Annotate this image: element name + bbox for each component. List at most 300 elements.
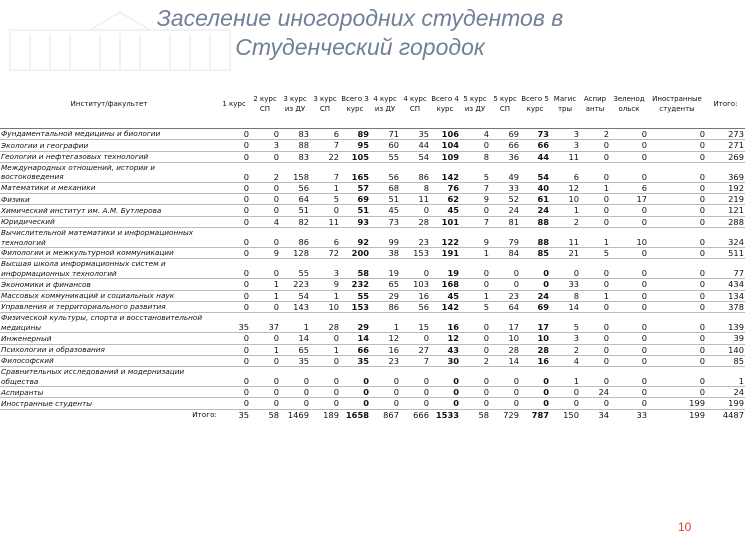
table-cell: 86 — [370, 301, 400, 312]
table-row — [0, 355, 745, 366]
table-cell: 5 — [580, 248, 610, 259]
table-cell: 40 — [520, 182, 550, 193]
table-cell: 0 — [648, 248, 706, 259]
table-cell: 16 — [430, 313, 460, 333]
table-cell: 192 — [706, 182, 745, 193]
faculty-name: Геологии и нефтегазовых технологий — [0, 151, 218, 162]
faculty-name: Массовых коммуникаций и социальных наук — [0, 290, 218, 301]
table-cell: 55 — [370, 151, 400, 162]
table-cell: 83 — [280, 151, 310, 162]
table-cell: 10 — [610, 228, 648, 248]
table-cell: 15 — [400, 313, 430, 333]
table-cell: 21 — [550, 248, 580, 259]
table-cell: 223 — [280, 279, 310, 290]
table-row — [0, 129, 745, 140]
table-cell: 69 — [520, 301, 550, 312]
table-cell: 92 — [340, 228, 370, 248]
table-cell: 142 — [430, 162, 460, 182]
table-cell: 109 — [430, 151, 460, 162]
table-cell: 0 — [218, 333, 250, 344]
table-cell: 0 — [400, 333, 430, 344]
table-cell: 0 — [218, 301, 250, 312]
table-cell: 23 — [490, 290, 520, 301]
table-cell: 93 — [340, 216, 370, 227]
table-cell: 14 — [340, 333, 370, 344]
table-cell: 83 — [280, 129, 310, 140]
faculty-name: Фундаментальной медицины и биологии — [0, 129, 218, 140]
faculty-name: Психологии и образования — [0, 344, 218, 355]
table-cell: 5 — [550, 313, 580, 333]
table-cell: 66 — [340, 344, 370, 355]
slide-title — [0, 4, 720, 62]
table-row — [0, 367, 745, 387]
table-cell: 0 — [648, 140, 706, 151]
table-cell: 101 — [430, 216, 460, 227]
table-cell: 165 — [340, 162, 370, 182]
table-cell: 0 — [218, 162, 250, 182]
table-cell: 29 — [340, 313, 370, 333]
table-row — [0, 333, 745, 344]
table-row — [0, 398, 745, 409]
table-cell: 0 — [490, 279, 520, 290]
table-row — [0, 205, 745, 216]
table-cell: 0 — [550, 398, 580, 409]
table-cell: 72 — [310, 248, 340, 259]
table-cell: 0 — [218, 248, 250, 259]
faculty-name: Химический институт им. А.М. Бутлерова — [0, 205, 218, 216]
table-cell: 79 — [490, 228, 520, 248]
table-cell: 0 — [218, 151, 250, 162]
table-cell: 0 — [580, 140, 610, 151]
faculty-name: Международных отношений, истории и востоковедения — [0, 162, 218, 182]
table-cell: 0 — [430, 387, 460, 398]
table-cell: 434 — [706, 279, 745, 290]
table-cell: 153 — [400, 248, 430, 259]
table-cell: 0 — [648, 301, 706, 312]
table-cell: 10 — [490, 333, 520, 344]
column-header: Итого: — [706, 80, 745, 129]
table-cell: 0 — [460, 367, 490, 387]
table-row — [0, 248, 745, 259]
table-cell: 54 — [520, 162, 550, 182]
table-cell: 44 — [520, 151, 550, 162]
table-cell: 12 — [370, 333, 400, 344]
table-cell: 106 — [430, 129, 460, 140]
table-cell: 16 — [400, 290, 430, 301]
table-cell: 11 — [550, 151, 580, 162]
column-header: Всего 4 курс — [430, 80, 460, 129]
table-cell: 139 — [706, 313, 745, 333]
table-cell: 28 — [310, 313, 340, 333]
table-cell: 30 — [430, 355, 460, 366]
table-cell: 0 — [490, 367, 520, 387]
table-cell: 0 — [610, 129, 648, 140]
table-cell: 0 — [610, 367, 648, 387]
table-cell: 0 — [610, 259, 648, 279]
table-cell: 0 — [218, 194, 250, 205]
table-cell: 16 — [370, 344, 400, 355]
table-cell: 4 — [550, 355, 580, 366]
table-cell: 0 — [648, 205, 706, 216]
table-cell: 37 — [250, 313, 280, 333]
table-cell: 0 — [370, 367, 400, 387]
table-cell: 787 — [531, 409, 549, 420]
table-cell: 17 — [490, 313, 520, 333]
column-header: Зеленод ольск — [610, 80, 648, 129]
table-cell: 22 — [310, 151, 340, 162]
table-cell: 0 — [460, 387, 490, 398]
column-header: Всего 3 курс — [340, 80, 370, 129]
table-cell: 7 — [400, 355, 430, 366]
table-cell: 2 — [550, 216, 580, 227]
table-cell: 189 — [323, 409, 339, 420]
table-cell: 49 — [490, 162, 520, 182]
table-cell: 1 — [550, 205, 580, 216]
table-cell: 153 — [340, 301, 370, 312]
table-cell: 0 — [580, 279, 610, 290]
table-cell: 0 — [400, 398, 430, 409]
column-header: 4 курс СП — [400, 80, 430, 129]
table-cell: 17 — [610, 194, 648, 205]
table-cell: 191 — [430, 248, 460, 259]
table-cell: 14 — [280, 333, 310, 344]
table-cell: 0 — [648, 182, 706, 193]
table-cell: 99 — [370, 228, 400, 248]
table-cell: 9 — [250, 248, 280, 259]
table-cell: 89 — [340, 129, 370, 140]
table-cell: 369 — [706, 162, 745, 182]
table-cell: 9 — [460, 194, 490, 205]
table-row — [0, 228, 745, 248]
table-cell: 65 — [370, 279, 400, 290]
column-header: 3 курс СП — [310, 80, 340, 129]
table-cell: 54 — [400, 151, 430, 162]
table-cell: 1469 — [287, 409, 309, 420]
table-cell: 0 — [610, 301, 648, 312]
table-cell: 0 — [550, 387, 580, 398]
table-cell: 5 — [460, 162, 490, 182]
table-cell: 3 — [310, 259, 340, 279]
table-cell: 52 — [490, 194, 520, 205]
table-cell: 867 — [383, 409, 399, 420]
table-cell: 3 — [550, 140, 580, 151]
table-cell: 0 — [460, 313, 490, 333]
table-cell: 232 — [340, 279, 370, 290]
table-cell: 0 — [250, 205, 280, 216]
table-cell: 39 — [706, 333, 745, 344]
table-cell: 85 — [706, 355, 745, 366]
table-cell: 1 — [550, 367, 580, 387]
table-cell: 12 — [550, 182, 580, 193]
table-cell: 2 — [550, 344, 580, 355]
column-header: 3 курс из ДУ — [280, 80, 310, 129]
table-cell: 0 — [340, 387, 370, 398]
column-header: 1 курс — [218, 80, 250, 129]
table-cell: 62 — [430, 194, 460, 205]
table-cell: 0 — [400, 387, 430, 398]
table-cell: 51 — [340, 205, 370, 216]
table-cell: 1 — [250, 290, 280, 301]
table-cell: 1 — [460, 248, 490, 259]
table-cell: 0 — [430, 367, 460, 387]
table-cell: 55 — [340, 290, 370, 301]
table-cell: 35 — [280, 355, 310, 366]
table-cell: 0 — [250, 333, 280, 344]
title-line-1: Заселение иногородних студентов в — [156, 5, 564, 31]
table-cell: 8 — [460, 151, 490, 162]
table-cell: 0 — [610, 216, 648, 227]
column-header: Институт/факультет — [0, 80, 218, 129]
table-cell: 6 — [310, 129, 340, 140]
table-cell: 24 — [580, 387, 610, 398]
table-cell: 56 — [280, 182, 310, 193]
table-row — [0, 313, 745, 333]
table-cell: 0 — [250, 129, 280, 140]
table-cell: 0 — [580, 162, 610, 182]
table-cell: 378 — [706, 301, 745, 312]
table-cell: 0 — [340, 398, 370, 409]
table-cell: 28 — [520, 344, 550, 355]
table-cell: 0 — [580, 259, 610, 279]
table-cell: 0 — [610, 355, 648, 366]
table-cell: 0 — [648, 151, 706, 162]
column-header: Аспир анты — [580, 80, 610, 129]
table-cell: 82 — [280, 216, 310, 227]
table-cell: 0 — [218, 228, 250, 248]
table-cell: 666 — [413, 409, 429, 420]
table-cell: 0 — [610, 313, 648, 333]
table-cell: 68 — [370, 182, 400, 193]
table-cell: 0 — [490, 387, 520, 398]
table-cell: 1 — [370, 313, 400, 333]
table-cell: 0 — [580, 333, 610, 344]
table-cell: 11 — [310, 216, 340, 227]
table-row — [0, 387, 745, 398]
column-header: 2 курс СП — [250, 80, 280, 129]
table-cell: 85 — [520, 248, 550, 259]
table-cell: 0 — [610, 344, 648, 355]
faculty-name: Филологии и межкультурной коммуникации — [0, 248, 218, 259]
table-cell: 0 — [580, 151, 610, 162]
table-cell: 19 — [430, 259, 460, 279]
table-cell: 14 — [550, 301, 580, 312]
table-cell: 6 — [550, 162, 580, 182]
table-cell: 0 — [648, 259, 706, 279]
table-cell: 61 — [520, 194, 550, 205]
table-cell: 4487 — [722, 409, 744, 420]
table-cell: 58 — [478, 409, 489, 420]
table-cell: 103 — [400, 279, 430, 290]
table-cell: 36 — [490, 151, 520, 162]
table-cell: 86 — [280, 228, 310, 248]
table-cell: 10 — [550, 194, 580, 205]
faculty-name: Физической культуры, спорта и восстановительной медицины — [0, 313, 218, 333]
table-row — [0, 162, 745, 182]
table-cell: 0 — [460, 259, 490, 279]
table-cell: 77 — [706, 259, 745, 279]
table-cell: 45 — [370, 205, 400, 216]
table-cell: 324 — [706, 228, 745, 248]
table-cell: 0 — [610, 279, 648, 290]
table-cell: 0 — [218, 182, 250, 193]
table-cell: 35 — [218, 313, 250, 333]
table-cell: 71 — [370, 129, 400, 140]
table-cell: 158 — [280, 162, 310, 182]
faculty-name: Инженерный — [0, 333, 218, 344]
table-row — [0, 182, 745, 193]
table-cell: 88 — [280, 140, 310, 151]
table-cell: 271 — [706, 140, 745, 151]
table-cell: 66 — [490, 140, 520, 151]
table-cell: 28 — [490, 344, 520, 355]
table-cell: 45 — [430, 205, 460, 216]
faculty-name: Управления и территориального развития — [0, 301, 218, 312]
table-cell: 0 — [250, 301, 280, 312]
table-cell: 0 — [648, 313, 706, 333]
table-cell: 0 — [648, 367, 706, 387]
table-cell: 51 — [370, 194, 400, 205]
table-cell: 0 — [218, 279, 250, 290]
table-cell: 140 — [706, 344, 745, 355]
table-cell: 4 — [460, 129, 490, 140]
table-cell: 88 — [520, 228, 550, 248]
table-cell: 0 — [218, 205, 250, 216]
table-cell: 7 — [310, 140, 340, 151]
title-line-2: Студенческий городок — [235, 34, 485, 60]
table-cell: 44 — [400, 140, 430, 151]
table-cell: 0 — [580, 313, 610, 333]
table-cell: 0 — [218, 140, 250, 151]
table-cell: 58 — [268, 409, 279, 420]
table-cell: 0 — [648, 216, 706, 227]
table-cell: 1 — [706, 367, 745, 387]
table-cell: 65 — [280, 344, 310, 355]
table-cell: 1533 — [435, 409, 459, 420]
table-cell: 104 — [430, 140, 460, 151]
table-cell: 7 — [310, 162, 340, 182]
table-cell: 0 — [250, 259, 280, 279]
faculty-name: Математики и механики — [0, 182, 218, 193]
table-cell: 0 — [460, 205, 490, 216]
table-cell: 121 — [706, 205, 745, 216]
table-cell: 10 — [310, 301, 340, 312]
table-cell: 0 — [310, 387, 340, 398]
table-cell: 88 — [520, 216, 550, 227]
table-cell: 24 — [490, 205, 520, 216]
table-cell: 84 — [490, 248, 520, 259]
table-cell: 14 — [490, 355, 520, 366]
table-cell: 0 — [340, 367, 370, 387]
table-cell: 199 — [689, 409, 705, 420]
table-cell: 29 — [370, 290, 400, 301]
table-cell: 3 — [550, 129, 580, 140]
table-cell: 0 — [580, 301, 610, 312]
table-cell: 0 — [648, 194, 706, 205]
table-cell: 1 — [460, 290, 490, 301]
table-cell: 1 — [280, 313, 310, 333]
table-cell: 200 — [340, 248, 370, 259]
table-cell: 16 — [520, 355, 550, 366]
table-cell: 23 — [370, 355, 400, 366]
table-cell: 0 — [310, 398, 340, 409]
table-cell: 0 — [610, 290, 648, 301]
table-cell: 199 — [706, 398, 745, 409]
table-cell: 0 — [218, 355, 250, 366]
table-cell: 0 — [648, 344, 706, 355]
table-cell: 55 — [280, 259, 310, 279]
table-cell: 288 — [706, 216, 745, 227]
table-cell: 11 — [400, 194, 430, 205]
table-cell: 57 — [340, 182, 370, 193]
table-cell: 729 — [503, 409, 519, 420]
table-cell: 142 — [430, 301, 460, 312]
table-cell: 273 — [706, 129, 745, 140]
table-cell: 7 — [460, 216, 490, 227]
table-cell: 0 — [280, 398, 310, 409]
table-cell: 0 — [400, 259, 430, 279]
table-row — [0, 216, 745, 227]
table-cell: 0 — [610, 140, 648, 151]
table-cell: 54 — [280, 290, 310, 301]
table-cell: 0 — [218, 367, 250, 387]
total-row — [0, 409, 745, 420]
table-cell: 5 — [460, 301, 490, 312]
table-cell: 0 — [460, 398, 490, 409]
column-header: Магис тры — [550, 80, 580, 129]
table-cell: 6 — [310, 228, 340, 248]
table-cell: 0 — [648, 162, 706, 182]
table-cell: 199 — [648, 398, 706, 409]
table-cell: 0 — [520, 367, 550, 387]
table-cell: 9 — [310, 279, 340, 290]
table-cell: 0 — [610, 151, 648, 162]
faculty-name: Экологии и географии — [0, 140, 218, 151]
table-cell: 38 — [370, 248, 400, 259]
table-cell: 0 — [250, 151, 280, 162]
table-cell: 33 — [550, 279, 580, 290]
table-cell: 0 — [218, 387, 250, 398]
table-cell: 95 — [340, 140, 370, 151]
table-cell: 168 — [430, 279, 460, 290]
faculty-name: Иностранные студенты — [0, 398, 218, 409]
table-cell: 60 — [370, 140, 400, 151]
table-cell: 0 — [490, 259, 520, 279]
table-cell: 4 — [250, 216, 280, 227]
table-cell: 35 — [340, 355, 370, 366]
faculty-name: Вычислительной математики и информационных технологий — [0, 228, 218, 248]
table-cell: 511 — [706, 248, 745, 259]
table-cell: 69 — [340, 194, 370, 205]
table-row — [0, 301, 745, 312]
table-row — [0, 290, 745, 301]
table-cell: 6 — [610, 182, 648, 193]
table-cell: 0 — [218, 216, 250, 227]
column-header: 5 курс СП — [490, 80, 520, 129]
faculty-name: Сравнительных исследований и модернизации общества — [0, 367, 218, 387]
table-cell: 105 — [340, 151, 370, 162]
table-cell: 0 — [648, 228, 706, 248]
table-cell: 81 — [490, 216, 520, 227]
table-cell: 0 — [430, 398, 460, 409]
table-cell: 0 — [648, 355, 706, 366]
table-cell: 24 — [706, 387, 745, 398]
table-cell: 0 — [460, 279, 490, 290]
table-cell: 0 — [400, 367, 430, 387]
table-cell: 56 — [370, 162, 400, 182]
table-cell: 0 — [400, 205, 430, 216]
table-cell: 1 — [250, 279, 280, 290]
table-cell: 1 — [310, 290, 340, 301]
